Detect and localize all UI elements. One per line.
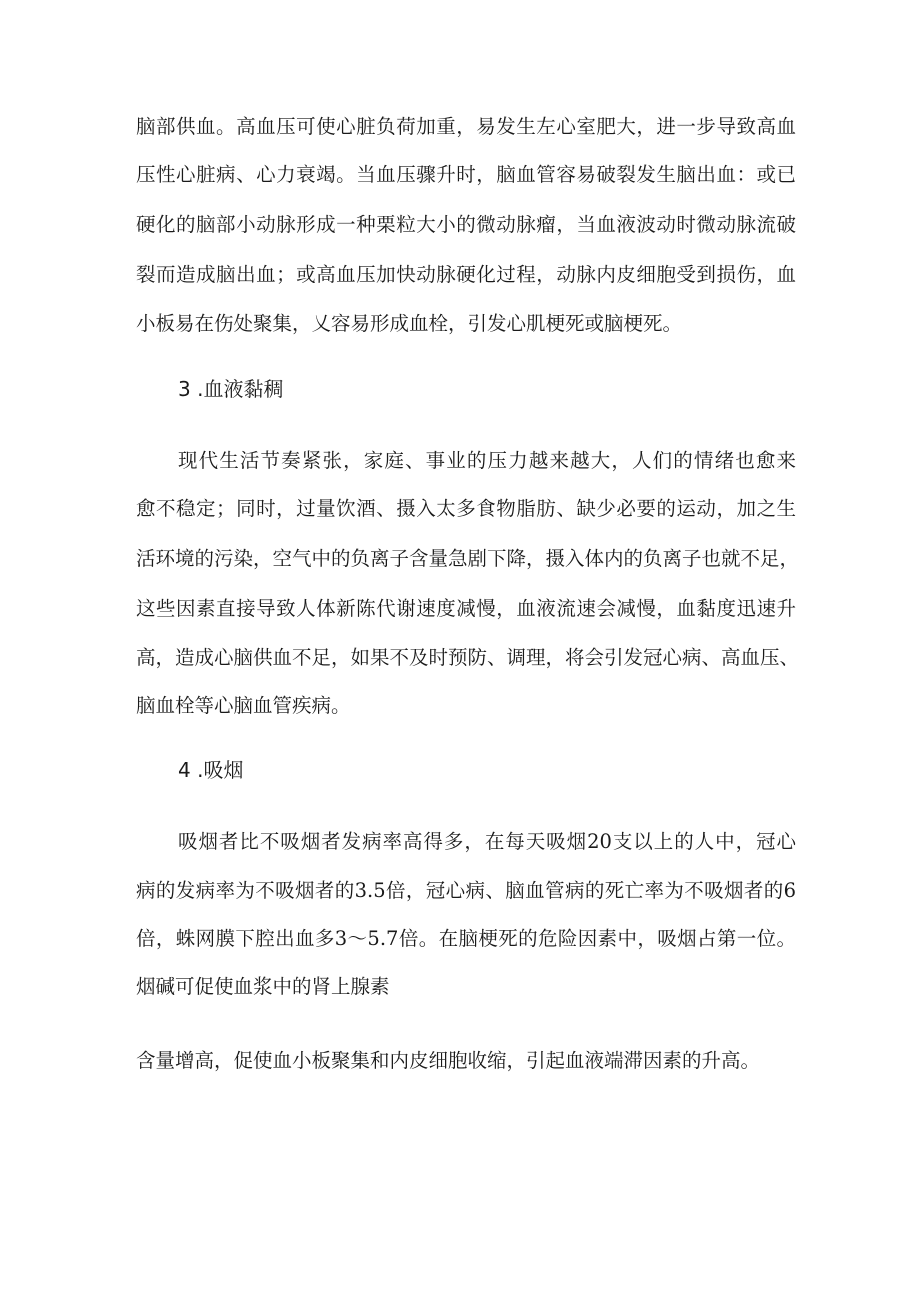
text-line: 高，造成心脑供血不足，如果不及时预防、调理，将会引发冠心病、高血压、 — [136, 646, 800, 669]
text-line: 脑部供血。高血压可使心脏负荷加重，易发生左心室肥大，进一步导致高血 — [136, 115, 796, 138]
text-line: 倍，蛛网膜下腔出血多3～5.7倍。在脑梗死的危险因素中，吸烟占第一位。 — [136, 927, 796, 950]
text-line: 这些因素直接导致人体新陈代谢速度减慢，血液流速会减慢，血黏度迅速升 — [136, 597, 796, 620]
text-line: 含量增高，促使血小板聚集和内皮细胞收缩，引起血液端滞因素的升高。 — [136, 1049, 761, 1072]
text-line: 愈不稳定；同时，过量饮酒、摄入太多食物脂肪、缺少必要的运动，加之生 — [136, 497, 796, 520]
text-line: 硬化的脑部小动脉形成一种栗粒大小的微动脉瘤，当血液波动时微动脉流破 — [136, 213, 796, 236]
text-line: 脑血栓等心脑血管疾病。 — [136, 694, 351, 717]
section-heading-3: 3 .血液黏稠 — [178, 377, 284, 401]
text-line: 现代生活节奏紧张，家庭、事业的压力越来越大，人们的情绪也愈来 — [178, 449, 796, 472]
text-line: 裂而造成脑出血；或高血压加快动脉硬化过程，动脉内皮细胞受到损伤，血 — [136, 263, 796, 286]
section-heading-4: 4 .吸烟 — [178, 758, 244, 782]
text-line: 小板易在伤处聚集，乂容易形成血栓，引发心肌梗死或脑梗死。 — [136, 312, 683, 335]
text-line: 活环境的污染，空气中的负离子含量急剧下降，摄入体内的负离子也就不足， — [136, 547, 800, 570]
text-line: 压性心脏病、心力衰竭。当血压骤升时，脑血管容易破裂发生脑出血：或已 — [136, 163, 796, 186]
text-line: 吸烟者比不吸烟者发病率高得多，在每天吸烟20支以上的人中，冠心 — [178, 830, 796, 853]
text-line: 病的发病率为不吸烟者的3.5倍，冠心病、脑血管病的死亡率为不吸烟者的6 — [136, 879, 796, 902]
text-line: 烟碱可促使血浆中的肾上腺素 — [136, 975, 390, 998]
